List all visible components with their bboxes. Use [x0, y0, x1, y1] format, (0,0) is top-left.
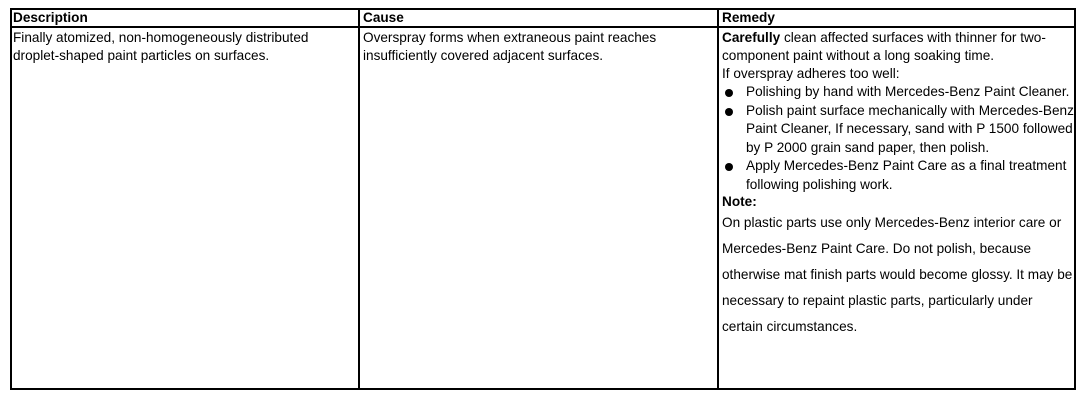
remedy-bullet-list — [722, 83, 1074, 194]
bullet-icon — [725, 89, 733, 97]
cause-cell: Overspray forms when extraneous paint reaches insufficiently covered adjacent surfaces. — [363, 30, 657, 63]
remedy-bullet-item — [722, 102, 1074, 158]
remedy-intro — [722, 29, 1074, 65]
remedy-bullet-text: Polishing by hand with Mercedes-Benz Paint Cleaner. — [746, 84, 1070, 99]
header-description: Description — [13, 10, 88, 25]
remedy-intro-text: clean affected surfaces with thinner for two-component paint without a long soaking time. — [722, 30, 1046, 63]
remedy-cell — [722, 29, 1074, 340]
overspray-table — [10, 8, 1076, 390]
header-cause: Cause — [363, 10, 404, 25]
remedy-bullet-item — [722, 83, 1074, 102]
remedy-condition: If overspray adheres too well: — [722, 66, 900, 81]
column-divider-2 — [717, 10, 719, 388]
bullet-icon — [725, 163, 733, 171]
header-remedy: Remedy — [722, 10, 775, 25]
remedy-bullet-text: Apply Mercedes-Benz Paint Care as a final treatment following polishing work. — [746, 158, 1067, 192]
description-cell: Finally atomized, non-homogeneously distributed droplet-shaped paint particles on surfaces. — [13, 30, 309, 63]
column-divider-1 — [358, 10, 360, 388]
note-title: Note: — [722, 194, 757, 209]
remedy-bullet-item — [722, 157, 1074, 194]
remedy-intro-emphasis: Carefully — [722, 30, 781, 45]
remedy-bullet-text: Polish paint surface mechanically with Mercedes-Benz Paint Cleaner, If necessary, sand with P 1500 followed by P 2000 grain sand paper, then polish. — [746, 102, 1074, 155]
table-header-row — [12, 10, 1074, 28]
note-text: On plastic parts use only Mercedes-Benz interior care or Mercedes-Benz Paint Care. Do not polish, because otherwise mat finish parts would become glossy. It may be necessary to repaint plastic parts, particularly under certain circumstances. — [722, 215, 1073, 334]
bullet-icon — [725, 108, 733, 116]
